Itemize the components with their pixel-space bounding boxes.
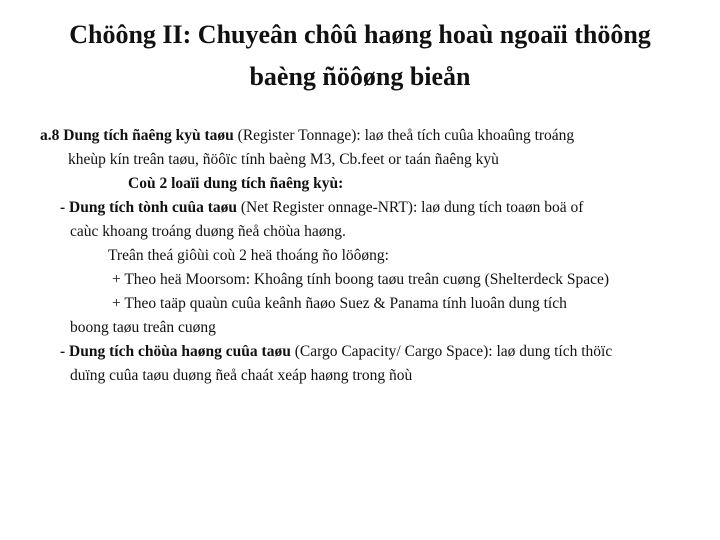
nrt-text-2: caùc khoang troáng duøng ñeå chöùa haøng. [70,223,346,240]
paragraph-cargo [40,340,690,364]
title-line-2: baèng ñöôøng bieån [249,62,471,91]
suez-text-2: boong taøu treân cuøng [70,319,216,336]
term-cargo-capacity: - Dung tích chöùa haøng cuûa taøu [60,343,291,360]
slide-body [40,124,690,388]
paragraph-nrt [40,196,690,220]
cargo-text-2: duïng cuûa taøu duøng ñeå chaát xeáp haøng trong ñoù [70,367,413,384]
cargo-text-1: (Cargo Capacity/ Cargo Space): laø dung tích thöïc [290,343,613,360]
a8-text-2: kheùp kín treân taøu, ñöôïc tính baèng M3, Cb.feet or taán ñaêng kyù [68,151,499,168]
moorsom-line: + Theo heä Moorsom: Khoâng tính boong taøu treân cuøng (Shelterdeck Space) [112,271,610,288]
slide-title [20,14,700,98]
suez-text-1: + Theo taäp quaùn cuûa keânh ñaøo Suez & Panama tính luoân dung tích [112,295,567,312]
systems-line: Treân theá giôùi coù 2 heä thoáng ño löôøng: [108,247,389,264]
term-net-register: - Dung tích tònh cuûa taøu [60,199,237,216]
nrt-text-1: (Net Register onnage-NRT): laø dung tích toaøn boä of [237,199,584,216]
term-register-tonnage: a.8 Dung tích ñaêng kyù taøu [40,127,234,144]
paragraph-a8 [40,124,690,148]
a8-text-1: (Register Tonnage): laø theå tích cuûa khoaûng troáng [233,127,575,144]
title-line-1: Chöông II: Chuyeân chôû haøng hoaù ngoaïi thöông [69,20,651,49]
two-kinds-heading: Coù 2 loaïi dung tích ñaêng kyù: [128,175,344,192]
